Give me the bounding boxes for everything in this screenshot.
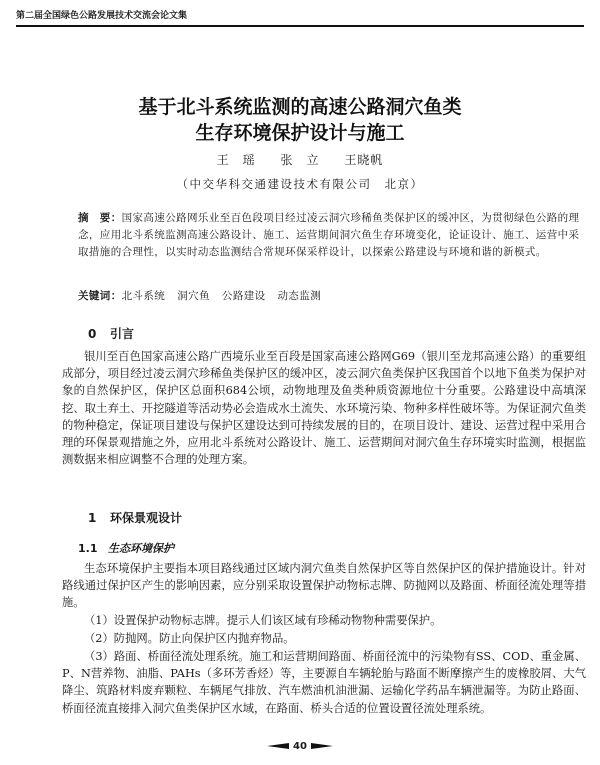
list-item: （2）防抛网。防止向保护区内抛弃物品。 — [84, 632, 295, 645]
right-arrow-ornament — [311, 743, 333, 749]
abstract-text: 国家高速公路网乐业至百色段项目经过凌云洞穴珍稀鱼类保护区的缓冲区，为贯彻绿色公路的理念，应用北斗系统监测高速公路设计、施工、运营期间洞穴鱼生存环境变化，论证设计、施工、运营中采取措施的合理性，以实时动态监测结合常规环保采样设计，以探索公路建设与环境和谐的新模式。 — [78, 212, 580, 258]
page-number-value: 40 — [293, 741, 307, 752]
section-heading-introduction — [88, 325, 134, 342]
author-name: 王 瑶 — [216, 153, 256, 167]
subsection-heading-eco — [78, 540, 174, 556]
section-heading-landscape — [88, 509, 182, 526]
paper-title-line2: 生存环境保护设计与施工 — [195, 122, 405, 144]
section-title: 环保景观设计 — [110, 511, 183, 525]
section-title: 引言 — [110, 327, 135, 341]
intro-paragraph: 银川至百色国家高速公路广西境乐业至百段是国家高速公路网G69（银川至龙邦高速公路）的重要组成部分，项目经过凌云洞穴珍稀鱼类保护区的缓冲区，凌云洞穴鱼类保护区我国首个以地下鱼类为保护对象的自然保护区，保护区总面积684公顷，动物地理及鱼类种质资源地位十分重要。公路建设中高填深挖、取土弃土、开挖隧道等活动势必会造成水土流失、水环境污染、物种多样性破坏等。为保证洞穴鱼类的物种稳定，保证项目建设与保护区建设达到可持续发展的目的，在项目设计、建设、运营过程中采用合理的环保景观措施之外，应用北斗系统对公路设计、施工、运营期间对洞穴鱼生存环境实时监测，根据监测数据来相应调整不合理的处理方案。 — [62, 350, 586, 467]
subsection-number: 1.1 — [78, 542, 98, 555]
eco-paragraph: 生态环境保护主要指本项目路线通过区域内洞穴鱼类自然保护区等自然保护区的保护措施设计。针对路线通过保护区产生的影响因素，应分别采取设置保护动物标志牌、防抛网以及路面、桥面径流处理等措施。 — [62, 562, 586, 610]
author-name: 王晓帆 — [344, 153, 384, 167]
keyword: 洞穴鱼 — [177, 290, 210, 302]
header-rule — [16, 25, 584, 27]
keywords — [78, 288, 586, 303]
keyword: 动态监测 — [277, 290, 322, 302]
running-title: 第二届全国绿色公路发展技术交流会论文集 — [16, 11, 188, 21]
keywords-label: 关键词： — [78, 290, 122, 302]
page-number — [0, 741, 600, 752]
subsection-title: 生态环境保护 — [108, 542, 174, 555]
running-header — [16, 8, 584, 21]
keyword: 北斗系统 — [121, 290, 166, 302]
abstract-label: 摘 要： — [78, 212, 122, 224]
abstract — [78, 210, 586, 261]
author-name: 张 立 — [280, 153, 320, 167]
list-item: （1）设置保护动物标志牌。提示人们该区域有珍稀动物物种需要保护。 — [84, 614, 442, 627]
keyword: 公路建设 — [221, 290, 266, 302]
section-number: 1 — [88, 511, 97, 525]
affiliation: （中交华科交通建设技术有限公司 北京） — [176, 177, 424, 191]
list-item: （3）路面、桥面径流处理系统。施工和运营期间路面、桥面径流中的污染物有SS、COD、重金属、P、N营养物、油脂、PAHs（多环芳香烃）等，主要源自车辆轮胎与路面不断摩擦产生的废橡胶屑、大气降尘、筑路材料废弃颗粒、车辆尾气排放、汽车燃油机油泄漏、运输化学药品车辆泄漏等。为防止路面、桥面径流直接排入洞穴鱼类保护区水域，在路面、桥头合适的位置设置径流处理系统。 — [62, 650, 586, 715]
paper-title-line1: 基于北斗系统监测的高速公路洞穴鱼类 — [138, 96, 462, 118]
author-list — [0, 151, 600, 168]
left-arrow-ornament — [267, 743, 289, 749]
section-number: 0 — [88, 327, 97, 341]
